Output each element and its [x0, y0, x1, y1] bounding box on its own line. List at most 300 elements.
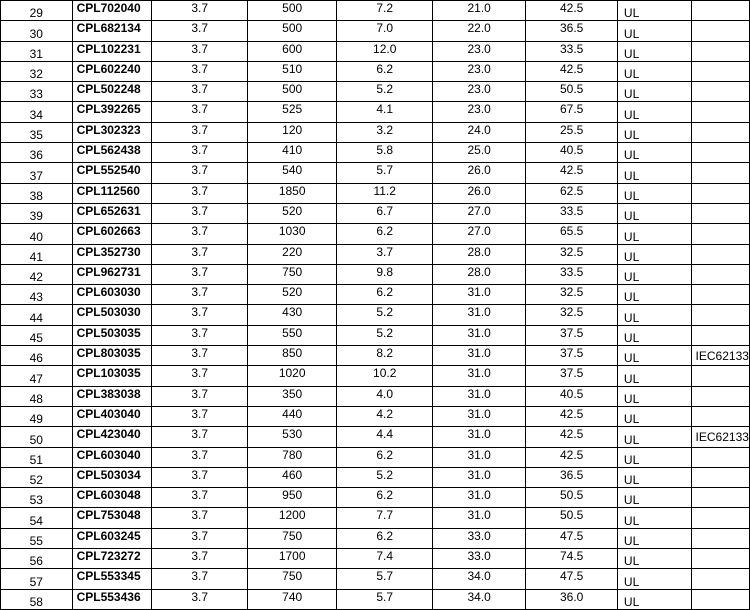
iec-cell — [691, 325, 749, 345]
model-cell: CPL553436 — [72, 589, 152, 609]
capacity-cell: 740 — [247, 589, 337, 609]
capacity-cell: 750 — [247, 264, 337, 284]
voltage-cell: 3.7 — [152, 488, 247, 508]
iec-cell — [691, 21, 749, 41]
length-cell: 47.5 — [526, 569, 618, 589]
capacity-cell: 440 — [247, 406, 337, 426]
voltage-cell: 3.7 — [152, 41, 247, 61]
ul-cell: UL — [617, 386, 691, 406]
width-cell: 24.0 — [432, 122, 525, 142]
table-row — [1, 285, 750, 305]
row-number: 57 — [1, 569, 73, 589]
voltage-cell: 3.7 — [152, 447, 247, 467]
iec-cell — [691, 224, 749, 244]
table-row — [1, 61, 750, 81]
thickness-cell: 4.4 — [337, 427, 432, 447]
length-cell: 42.5 — [526, 427, 618, 447]
thickness-cell: 7.4 — [337, 549, 432, 569]
width-cell: 26.0 — [432, 183, 525, 203]
model-cell: CPL423040 — [72, 427, 152, 447]
thickness-cell: 6.2 — [337, 447, 432, 467]
width-cell: 23.0 — [432, 41, 525, 61]
width-cell: 31.0 — [432, 366, 525, 386]
model-cell: CPL702040 — [72, 1, 152, 21]
row-number: 36 — [1, 143, 73, 163]
thickness-cell: 6.2 — [337, 488, 432, 508]
width-cell: 25.0 — [432, 143, 525, 163]
length-cell: 47.5 — [526, 528, 618, 548]
model-cell: CPL383038 — [72, 386, 152, 406]
width-cell: 23.0 — [432, 102, 525, 122]
thickness-cell: 3.2 — [337, 122, 432, 142]
length-cell: 36.0 — [526, 589, 618, 609]
voltage-cell: 3.7 — [152, 589, 247, 609]
iec-cell — [691, 508, 749, 528]
row-number: 53 — [1, 488, 73, 508]
row-number: 52 — [1, 467, 73, 487]
iec-cell — [691, 305, 749, 325]
ul-cell: UL — [617, 203, 691, 223]
voltage-cell: 3.7 — [152, 406, 247, 426]
capacity-cell: 500 — [247, 21, 337, 41]
length-cell: 33.5 — [526, 41, 618, 61]
capacity-cell: 950 — [247, 488, 337, 508]
row-number: 32 — [1, 61, 73, 81]
length-cell: 33.5 — [526, 203, 618, 223]
iec-cell — [691, 589, 749, 609]
table-row — [1, 102, 750, 122]
row-number: 35 — [1, 122, 73, 142]
ul-cell: UL — [617, 163, 691, 183]
voltage-cell: 3.7 — [152, 143, 247, 163]
ul-cell: UL — [617, 21, 691, 41]
row-number: 47 — [1, 366, 73, 386]
capacity-cell: 750 — [247, 528, 337, 548]
model-cell: CPL103035 — [72, 366, 152, 386]
model-cell: CPL503034 — [72, 467, 152, 487]
thickness-cell: 5.2 — [337, 325, 432, 345]
ul-cell: UL — [617, 589, 691, 609]
table-row — [1, 488, 750, 508]
row-number: 30 — [1, 21, 73, 41]
thickness-cell: 10.2 — [337, 366, 432, 386]
ul-cell: UL — [617, 549, 691, 569]
length-cell: 37.5 — [526, 366, 618, 386]
row-number: 45 — [1, 325, 73, 345]
capacity-cell: 540 — [247, 163, 337, 183]
iec-cell — [691, 366, 749, 386]
iec-cell — [691, 1, 749, 21]
width-cell: 31.0 — [432, 427, 525, 447]
capacity-cell: 1200 — [247, 508, 337, 528]
table-row — [1, 406, 750, 426]
row-number: 55 — [1, 528, 73, 548]
capacity-cell: 350 — [247, 386, 337, 406]
table-row — [1, 549, 750, 569]
capacity-cell: 750 — [247, 569, 337, 589]
table-row — [1, 203, 750, 223]
iec-cell — [691, 203, 749, 223]
length-cell: 42.5 — [526, 163, 618, 183]
thickness-cell: 5.2 — [337, 305, 432, 325]
iec-cell — [691, 122, 749, 142]
table-row — [1, 569, 750, 589]
model-cell: CPL503035 — [72, 325, 152, 345]
width-cell: 31.0 — [432, 467, 525, 487]
table-row — [1, 244, 750, 264]
length-cell: 50.5 — [526, 488, 618, 508]
ul-cell: UL — [617, 427, 691, 447]
width-cell: 31.0 — [432, 406, 525, 426]
width-cell: 34.0 — [432, 589, 525, 609]
model-cell: CPL552540 — [72, 163, 152, 183]
iec-cell — [691, 61, 749, 81]
table-row — [1, 21, 750, 41]
voltage-cell: 3.7 — [152, 163, 247, 183]
thickness-cell: 6.2 — [337, 285, 432, 305]
row-number: 48 — [1, 386, 73, 406]
thickness-cell: 6.2 — [337, 528, 432, 548]
thickness-cell: 4.1 — [337, 102, 432, 122]
model-cell: CPL603030 — [72, 285, 152, 305]
row-number: 49 — [1, 406, 73, 426]
length-cell: 42.5 — [526, 447, 618, 467]
model-cell: CPL403040 — [72, 406, 152, 426]
capacity-cell: 220 — [247, 244, 337, 264]
iec-cell — [691, 41, 749, 61]
width-cell: 28.0 — [432, 244, 525, 264]
voltage-cell: 3.7 — [152, 569, 247, 589]
voltage-cell: 3.7 — [152, 305, 247, 325]
iec-cell: IEC62133 — [691, 346, 749, 366]
iec-cell — [691, 467, 749, 487]
voltage-cell: 3.7 — [152, 508, 247, 528]
row-number: 51 — [1, 447, 73, 467]
ul-cell: UL — [617, 528, 691, 548]
width-cell: 31.0 — [432, 488, 525, 508]
table-row — [1, 163, 750, 183]
table-row — [1, 508, 750, 528]
length-cell: 50.5 — [526, 508, 618, 528]
capacity-cell: 460 — [247, 467, 337, 487]
voltage-cell: 3.7 — [152, 61, 247, 81]
iec-cell — [691, 285, 749, 305]
model-cell: CPL603245 — [72, 528, 152, 548]
row-number: 50 — [1, 427, 73, 447]
capacity-cell: 410 — [247, 143, 337, 163]
table-row — [1, 264, 750, 284]
row-number: 46 — [1, 346, 73, 366]
iec-cell — [691, 488, 749, 508]
ul-cell: UL — [617, 467, 691, 487]
capacity-cell: 510 — [247, 61, 337, 81]
capacity-cell: 1700 — [247, 549, 337, 569]
model-cell: CPL562438 — [72, 143, 152, 163]
width-cell: 31.0 — [432, 325, 525, 345]
row-number: 39 — [1, 203, 73, 223]
model-cell: CPL503030 — [72, 305, 152, 325]
row-number: 33 — [1, 82, 73, 102]
width-cell: 28.0 — [432, 264, 525, 284]
iec-cell — [691, 143, 749, 163]
width-cell: 34.0 — [432, 569, 525, 589]
model-cell: CPL502248 — [72, 82, 152, 102]
ul-cell: UL — [617, 61, 691, 81]
length-cell: 36.5 — [526, 21, 618, 41]
row-number: 37 — [1, 163, 73, 183]
length-cell: 37.5 — [526, 325, 618, 345]
table-row — [1, 183, 750, 203]
voltage-cell: 3.7 — [152, 549, 247, 569]
table-row — [1, 447, 750, 467]
length-cell: 40.5 — [526, 386, 618, 406]
voltage-cell: 3.7 — [152, 224, 247, 244]
ul-cell: UL — [617, 41, 691, 61]
voltage-cell: 3.7 — [152, 244, 247, 264]
length-cell: 40.5 — [526, 143, 618, 163]
row-number: 34 — [1, 102, 73, 122]
ul-cell: UL — [617, 183, 691, 203]
ul-cell: UL — [617, 488, 691, 508]
length-cell: 32.5 — [526, 244, 618, 264]
length-cell: 36.5 — [526, 467, 618, 487]
length-cell: 62.5 — [526, 183, 618, 203]
ul-cell: UL — [617, 406, 691, 426]
iec-cell — [691, 528, 749, 548]
ul-cell: UL — [617, 508, 691, 528]
model-cell: CPL682134 — [72, 21, 152, 41]
length-cell: 42.5 — [526, 406, 618, 426]
row-number: 58 — [1, 589, 73, 609]
model-cell: CPL652631 — [72, 203, 152, 223]
width-cell: 27.0 — [432, 224, 525, 244]
iec-cell — [691, 549, 749, 569]
table-row — [1, 224, 750, 244]
model-cell: CPL553345 — [72, 569, 152, 589]
table-row — [1, 467, 750, 487]
voltage-cell: 3.7 — [152, 82, 247, 102]
table-row — [1, 589, 750, 609]
iec-cell — [691, 244, 749, 264]
iec-cell — [691, 82, 749, 102]
voltage-cell: 3.7 — [152, 285, 247, 305]
table-row — [1, 325, 750, 345]
capacity-cell: 120 — [247, 122, 337, 142]
length-cell: 42.5 — [526, 61, 618, 81]
row-number: 42 — [1, 264, 73, 284]
voltage-cell: 3.7 — [152, 467, 247, 487]
ul-cell: UL — [617, 244, 691, 264]
ul-cell: UL — [617, 285, 691, 305]
thickness-cell: 5.2 — [337, 82, 432, 102]
width-cell: 31.0 — [432, 305, 525, 325]
thickness-cell: 6.2 — [337, 61, 432, 81]
width-cell: 27.0 — [432, 203, 525, 223]
width-cell: 31.0 — [432, 386, 525, 406]
row-number: 31 — [1, 41, 73, 61]
width-cell: 23.0 — [432, 61, 525, 81]
row-number: 54 — [1, 508, 73, 528]
table-row — [1, 366, 750, 386]
table-row — [1, 346, 750, 366]
ul-cell: UL — [617, 143, 691, 163]
length-cell: 65.5 — [526, 224, 618, 244]
ul-cell: UL — [617, 102, 691, 122]
capacity-cell: 1850 — [247, 183, 337, 203]
table-row — [1, 143, 750, 163]
model-cell: CPL603040 — [72, 447, 152, 467]
width-cell: 23.0 — [432, 82, 525, 102]
iec-cell — [691, 386, 749, 406]
table-row — [1, 528, 750, 548]
thickness-cell: 6.7 — [337, 203, 432, 223]
width-cell: 31.0 — [432, 447, 525, 467]
voltage-cell: 3.7 — [152, 366, 247, 386]
thickness-cell: 6.2 — [337, 224, 432, 244]
model-cell: CPL392265 — [72, 102, 152, 122]
thickness-cell: 8.2 — [337, 346, 432, 366]
thickness-cell: 9.8 — [337, 264, 432, 284]
width-cell: 26.0 — [432, 163, 525, 183]
row-number: 41 — [1, 244, 73, 264]
row-number: 38 — [1, 183, 73, 203]
row-number: 40 — [1, 224, 73, 244]
model-cell: CPL962731 — [72, 264, 152, 284]
width-cell: 22.0 — [432, 21, 525, 41]
ul-cell: UL — [617, 1, 691, 21]
model-cell: CPL352730 — [72, 244, 152, 264]
ul-cell: UL — [617, 224, 691, 244]
capacity-cell: 550 — [247, 325, 337, 345]
model-cell: CPL602663 — [72, 224, 152, 244]
row-number: 43 — [1, 285, 73, 305]
width-cell: 31.0 — [432, 508, 525, 528]
table-row — [1, 41, 750, 61]
voltage-cell: 3.7 — [152, 427, 247, 447]
length-cell: 74.5 — [526, 549, 618, 569]
table-row — [1, 427, 750, 447]
length-cell: 32.5 — [526, 305, 618, 325]
iec-cell — [691, 264, 749, 284]
ul-cell: UL — [617, 366, 691, 386]
thickness-cell: 12.0 — [337, 41, 432, 61]
length-cell: 37.5 — [526, 346, 618, 366]
width-cell: 31.0 — [432, 285, 525, 305]
capacity-cell: 1030 — [247, 224, 337, 244]
length-cell: 32.5 — [526, 285, 618, 305]
iec-cell — [691, 447, 749, 467]
thickness-cell: 5.7 — [337, 569, 432, 589]
capacity-cell: 780 — [247, 447, 337, 467]
capacity-cell: 530 — [247, 427, 337, 447]
model-cell: CPL803035 — [72, 346, 152, 366]
capacity-cell: 850 — [247, 346, 337, 366]
model-cell: CPL603048 — [72, 488, 152, 508]
iec-cell — [691, 569, 749, 589]
iec-cell: IEC62133 — [691, 427, 749, 447]
capacity-cell: 525 — [247, 102, 337, 122]
length-cell: 67.5 — [526, 102, 618, 122]
ul-cell: UL — [617, 346, 691, 366]
thickness-cell: 3.7 — [337, 244, 432, 264]
thickness-cell: 11.2 — [337, 183, 432, 203]
voltage-cell: 3.7 — [152, 102, 247, 122]
iec-cell — [691, 102, 749, 122]
table-row — [1, 1, 750, 21]
ul-cell: UL — [617, 264, 691, 284]
ul-cell: UL — [617, 325, 691, 345]
voltage-cell: 3.7 — [152, 1, 247, 21]
thickness-cell: 5.7 — [337, 163, 432, 183]
iec-cell — [691, 406, 749, 426]
ul-cell: UL — [617, 305, 691, 325]
length-cell: 33.5 — [526, 264, 618, 284]
model-cell: CPL753048 — [72, 508, 152, 528]
width-cell: 21.0 — [432, 1, 525, 21]
iec-cell — [691, 183, 749, 203]
width-cell: 33.0 — [432, 528, 525, 548]
capacity-cell: 430 — [247, 305, 337, 325]
model-cell: CPL112560 — [72, 183, 152, 203]
ul-cell: UL — [617, 569, 691, 589]
row-number: 44 — [1, 305, 73, 325]
table-row — [1, 82, 750, 102]
voltage-cell: 3.7 — [152, 325, 247, 345]
ul-cell: UL — [617, 122, 691, 142]
voltage-cell: 3.7 — [152, 346, 247, 366]
voltage-cell: 3.7 — [152, 528, 247, 548]
model-cell: CPL102231 — [72, 41, 152, 61]
table-row — [1, 305, 750, 325]
table-row — [1, 386, 750, 406]
capacity-cell: 600 — [247, 41, 337, 61]
row-number: 29 — [1, 1, 73, 21]
model-cell: CPL723272 — [72, 549, 152, 569]
thickness-cell: 5.8 — [337, 143, 432, 163]
length-cell: 42.5 — [526, 1, 618, 21]
width-cell: 33.0 — [432, 549, 525, 569]
capacity-cell: 500 — [247, 82, 337, 102]
voltage-cell: 3.7 — [152, 21, 247, 41]
model-cell: CPL302323 — [72, 122, 152, 142]
thickness-cell: 7.2 — [337, 1, 432, 21]
thickness-cell: 4.2 — [337, 406, 432, 426]
capacity-cell: 500 — [247, 1, 337, 21]
length-cell: 25.5 — [526, 122, 618, 142]
voltage-cell: 3.7 — [152, 264, 247, 284]
table-row — [1, 122, 750, 142]
voltage-cell: 3.7 — [152, 386, 247, 406]
length-cell: 50.5 — [526, 82, 618, 102]
capacity-cell: 1020 — [247, 366, 337, 386]
thickness-cell: 5.2 — [337, 467, 432, 487]
ul-cell: UL — [617, 447, 691, 467]
voltage-cell: 3.7 — [152, 203, 247, 223]
thickness-cell: 7.0 — [337, 21, 432, 41]
thickness-cell: 5.7 — [337, 589, 432, 609]
voltage-cell: 3.7 — [152, 122, 247, 142]
thickness-cell: 4.0 — [337, 386, 432, 406]
iec-cell — [691, 163, 749, 183]
width-cell: 31.0 — [432, 346, 525, 366]
model-cell: CPL602240 — [72, 61, 152, 81]
voltage-cell: 3.7 — [152, 183, 247, 203]
capacity-cell: 520 — [247, 285, 337, 305]
row-number: 56 — [1, 549, 73, 569]
thickness-cell: 7.7 — [337, 508, 432, 528]
capacity-cell: 520 — [247, 203, 337, 223]
ul-cell: UL — [617, 82, 691, 102]
